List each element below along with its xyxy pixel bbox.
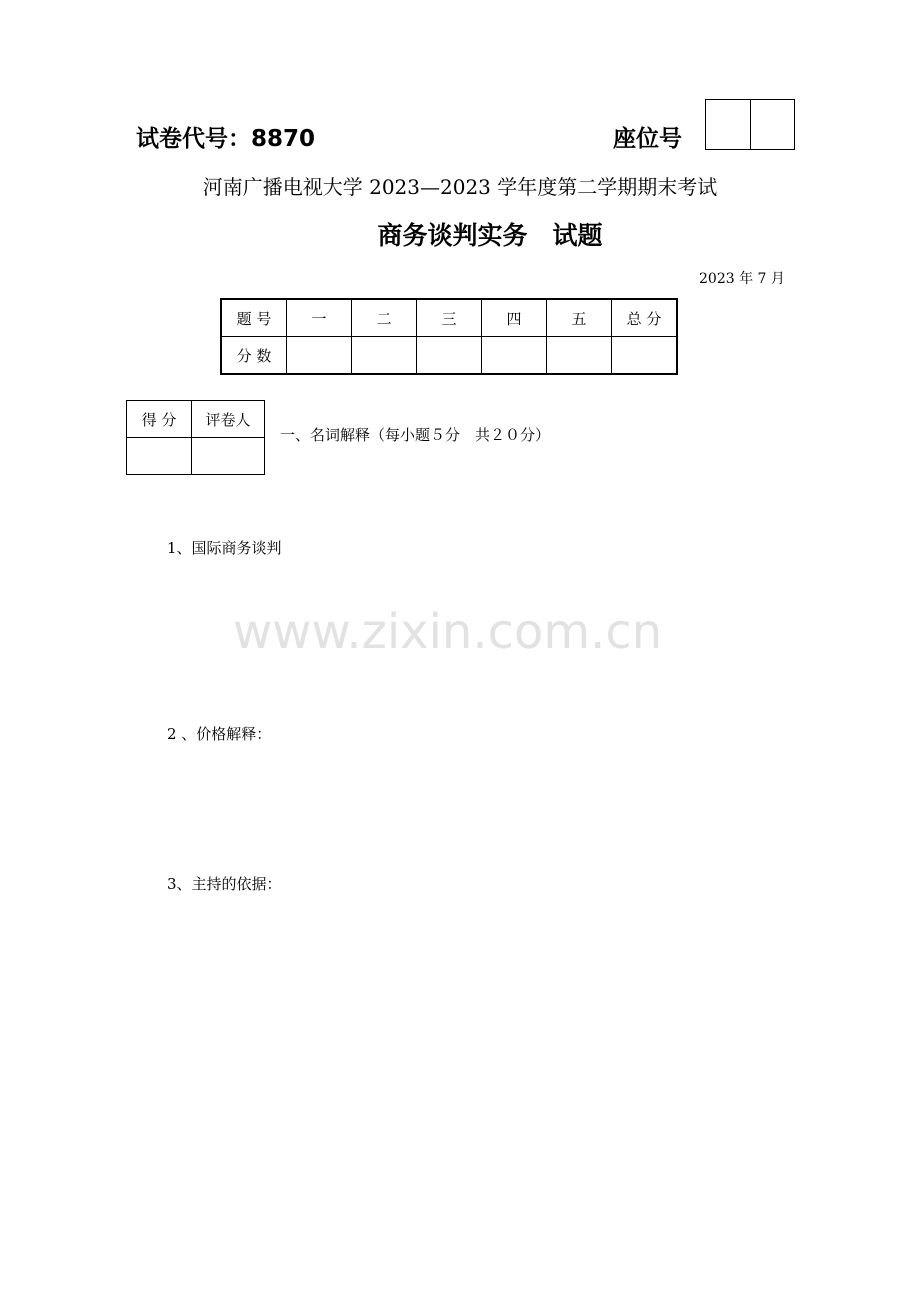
grader-score-label: 得 分 bbox=[127, 401, 192, 438]
question-col-4: 四 bbox=[482, 299, 547, 337]
score-row bbox=[221, 337, 677, 375]
question-col-5: 五 bbox=[547, 299, 612, 337]
score-cell-4[interactable] bbox=[482, 337, 547, 375]
score-label: 分 数 bbox=[221, 337, 287, 375]
seat-number-boxes[interactable] bbox=[705, 99, 795, 150]
seat-box-1[interactable] bbox=[706, 100, 750, 149]
question-1: 1、国际商务谈判 bbox=[167, 539, 282, 557]
question-col-1: 一 bbox=[287, 299, 352, 337]
score-cell-total[interactable] bbox=[612, 337, 678, 375]
score-cell-2[interactable] bbox=[352, 337, 417, 375]
seat-number-label: 座位号 bbox=[613, 126, 682, 152]
question-number-row bbox=[221, 299, 677, 337]
exam-name: 河南广播电视大学 2023—2023 学年度第二学期期末考试 bbox=[202, 175, 718, 199]
subject-title: 商务谈判实务 试题 bbox=[377, 221, 603, 250]
watermark: www.zixin.com.cn bbox=[233, 604, 663, 660]
score-cell-1[interactable] bbox=[287, 337, 352, 375]
score-summary-table bbox=[220, 298, 678, 375]
grader-table bbox=[126, 400, 265, 475]
seat-box-2[interactable] bbox=[750, 100, 795, 149]
score-cell-3[interactable] bbox=[417, 337, 482, 375]
grader-name-label: 评卷人 bbox=[192, 401, 265, 438]
question-number-label: 题 号 bbox=[221, 299, 287, 337]
grader-score-cell[interactable] bbox=[127, 438, 192, 475]
exam-date: 2023 年 7 月 bbox=[699, 271, 785, 287]
grader-name-cell[interactable] bbox=[192, 438, 265, 475]
section-1-title: 一、名词解释（每小题５分 共２０分） bbox=[280, 426, 551, 444]
score-cell-5[interactable] bbox=[547, 337, 612, 375]
question-col-2: 二 bbox=[352, 299, 417, 337]
question-2: 2 、价格解释： bbox=[167, 725, 272, 743]
total-score-label: 总 分 bbox=[612, 299, 678, 337]
paper-code: 试卷代号：8870 bbox=[136, 126, 316, 152]
question-3: 3、主持的依据： bbox=[167, 875, 282, 893]
question-col-3: 三 bbox=[417, 299, 482, 337]
